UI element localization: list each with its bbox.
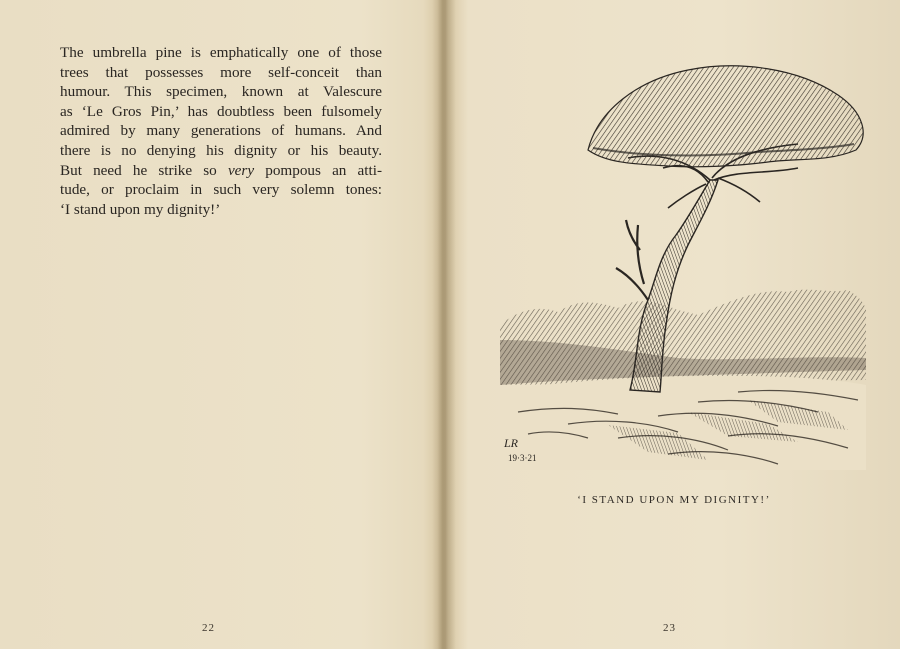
page-number: 23 — [663, 622, 676, 634]
text-segment: pompous an atti- — [254, 161, 383, 179]
left-page — [0, 0, 440, 649]
text-segment: But need he strike so — [60, 161, 228, 179]
text-line: ‘I stand upon my dignity!’ — [60, 200, 221, 218]
text-line: humour. This specimen, known at Valescure — [60, 83, 382, 101]
pine-tree-illustration — [498, 40, 868, 480]
text-line: tude, or proclaim in such very solemn tones: — [60, 181, 382, 199]
text-line: as ‘Le Gros Pin,’ has doubtless been fulsomely — [60, 102, 382, 120]
right-page — [448, 0, 900, 649]
text-line: trees that possesses more self-conceit than — [60, 63, 382, 81]
artist-monogram: LR — [504, 436, 519, 450]
illustration-caption: ‘I STAND UPON MY DIGNITY!’ — [577, 494, 771, 506]
page-number: 22 — [202, 622, 215, 634]
dead-branch — [616, 220, 648, 300]
emphasis-word: very — [227, 161, 255, 179]
text-line: The umbrella pine is emphatically one of those — [60, 44, 382, 61]
text-line: admired by many generations of humans. And — [60, 122, 382, 140]
body-text — [60, 43, 382, 219]
tree-canopy — [588, 66, 863, 167]
text-line — [60, 161, 382, 181]
text-line: there is no denying his dignity or his beauty. — [60, 141, 382, 159]
artist-date: 19·3·21 — [508, 453, 537, 463]
